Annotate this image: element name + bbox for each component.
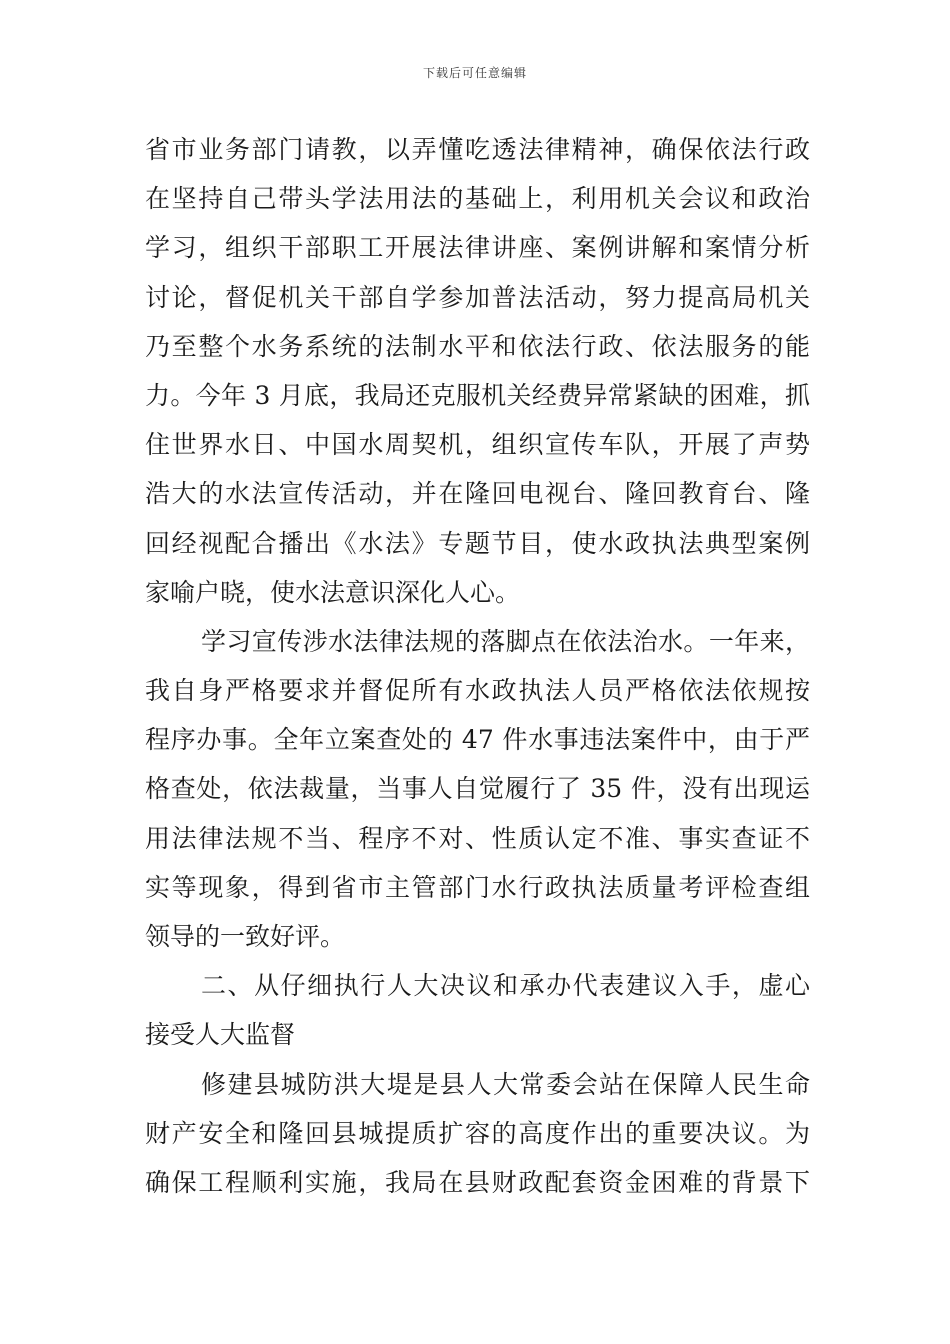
text-line: 实等现象，得到省市主管部门水行政执法质量考评检查组: [145, 872, 810, 902]
text-line: 修建县城防洪大堤是县人大常委会站在保障人民生命: [201, 1069, 810, 1099]
text-line: 在坚持自己带头学法用法的基础上，利用机关会议和政治: [145, 184, 810, 214]
text-line: 程序办事。全年立案查处的 47 件水事违法案件中，由于严: [145, 725, 810, 755]
text-line: 学习，组织干部职工开展法律讲座、案例讲解和案情分析: [145, 233, 810, 263]
text-line: 领导的一致好评。: [145, 922, 346, 951]
text-line: 格查处，依法裁量，当事人自觉履行了 35 件，没有出现运: [145, 774, 810, 804]
text-line: 接受人大监督: [145, 1020, 296, 1050]
text-line: 财产安全和隆回县城提质扩容的高度作出的重要决议。为: [145, 1118, 810, 1148]
text-line: 讨论，督促机关干部自学参加普法活动，努力提高局机关: [145, 282, 810, 312]
document-body: [145, 125, 810, 1207]
text-line: 乃至整个水务系统的法制水平和依法行政、依法服务的能: [145, 331, 810, 361]
page-header-note: 下载后可任意编辑: [422, 66, 527, 80]
text-line: 我自身严格要求并督促所有水政执法人员严格依法依规按: [145, 676, 810, 706]
text-line: 住世界水日、中国水周契机，组织宣传车队，开展了声势: [145, 430, 810, 460]
text-line: 家喻户晓，使水法意识深化人心。: [145, 577, 521, 607]
text-line: 二、从仔细执行人大决议和承办代表建议入手，虚心: [201, 971, 810, 1001]
text-line: 省市业务部门请教，以弄懂吃透法律精神，确保依法行政: [145, 135, 810, 164]
text-line: 学习宣传涉水法律法规的落脚点在依法治水。一年来，: [201, 626, 810, 656]
text-line: 力。今年 3 月底，我局还克服机关经费异常紧缺的困难，抓: [145, 380, 810, 410]
text-line: 用法律法规不当、程序不对、性质认定不准、事实查证不: [145, 823, 810, 853]
text-line: 浩大的水法宣传活动，并在隆回电视台、隆回教育台、隆: [145, 479, 810, 509]
text-line: 确保工程顺利实施，我局在县财政配套资金困难的背景下: [145, 1167, 810, 1197]
text-line: 回经视配合播出《水法》专题节目，使水政执法典型案例: [145, 528, 810, 558]
